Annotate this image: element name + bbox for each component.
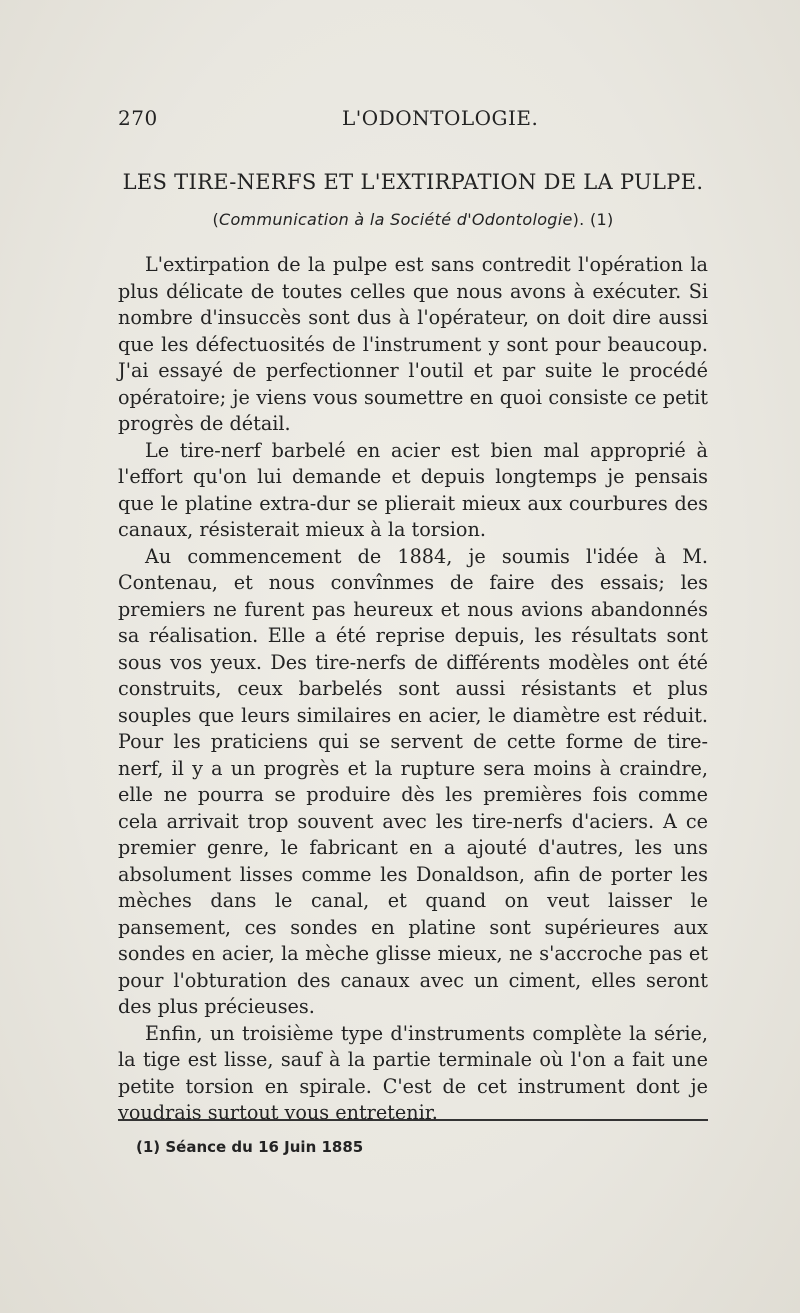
subtitle-communication: Communication à la Société d'Odontologie xyxy=(219,210,573,229)
paragraph-4: Enfin, un troisième type d'instruments complète la série, la tige est lisse, sauf à la partie terminale où l'on a fait une petite torsion en spirale. C'est de cet instrument dont je voudrais surtout vous entretenir. xyxy=(118,1021,708,1124)
page-number: 270 xyxy=(118,106,158,130)
article-subtitle: (Communication à la Société d'Odontologie). (1) xyxy=(212,210,614,229)
paragraph-3: Au commencement de 1884, je soumis l'idée à M. Contenau, et nous convînmes de faire des essais; les premiers ne furent pas heureux et nous avions abandonnés sa réalisation. Elle a été reprise depuis, les résultats sont sous vos yeux. Des tire-nerfs de différents modèles ont été construits, ceux barbelés sont aussi résistants et plus souples que leurs similaires en acier, le diamètre est réduit. Pour les praticiens qui se servent de cette forme de tire-nerf, il y a un progrès et la rupture sera moins à craindre, elle ne pourra se produire dès les premières fois comme cela arrivait trop souvent avec les tire-nerfs d'aciers. A ce premier genre, le fabricant en a ajouté d'autres, les uns absolument lisses comme les Donaldson, afin de porter les mèches dans le canal, et quand on veut laisser le pansement, ces sondes en platine sont supérieures aux sondes en acier, la mèche glisse mieux, ne s'accroche pas et pour l'obturation des canaux avec un ciment, elles seront des plus précieuses. xyxy=(118,544,708,1018)
footnote-reference: (1) xyxy=(589,210,614,229)
paragraph-1: L'extirpation de la pulpe est sans contredit l'opération la plus délicate de toutes celles que nous avons à exécuter. Si nombre d'insuccès sont dus à l'opérateur, on doit dire aussi que les défectuosités de l'instrument y sont pour beaucoup. J'ai essayé de perfectionner l'outil et par suite le procédé opératoire; je viens vous soumettre en quoi consiste ce petit progrès de détail. xyxy=(118,253,708,435)
footnote-divider xyxy=(118,1119,708,1121)
page-header xyxy=(118,106,708,136)
running-head: L'ODONTOLOGIE. xyxy=(342,106,539,130)
article-body xyxy=(118,252,708,1127)
footnote: (1) Séance du 16 Juin 1885 xyxy=(136,1138,364,1156)
article-title: LES TIRE-NERFS ET L'EXTIRPATION DE LA PULPE. xyxy=(122,170,704,194)
paragraph-2: Le tire-nerf barbelé en acier est bien mal approprié à l'effort qu'on lui demande et depuis longtemps je pensais que le platine extra-dur se plierait mieux aux courbures des canaux, résisterait mieux à la torsion. xyxy=(118,438,708,541)
